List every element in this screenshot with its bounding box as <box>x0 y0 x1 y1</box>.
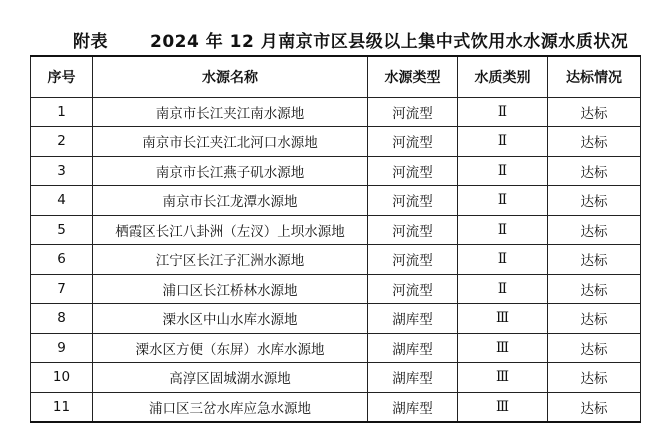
cell-seq: 7 <box>31 274 93 304</box>
cell-quality-grade: Ⅲ <box>458 392 548 422</box>
table-row <box>31 304 641 334</box>
table-row <box>31 274 641 304</box>
cell-seq: 3 <box>31 156 93 186</box>
cell-compliance-status: 达标 <box>548 304 641 334</box>
table-row <box>31 245 641 275</box>
cell-seq: 9 <box>31 333 93 363</box>
cell-seq: 4 <box>31 186 93 216</box>
cell-quality-grade: Ⅱ <box>458 186 548 216</box>
cell-source-type: 河流型 <box>368 245 458 275</box>
cell-source-type: 河流型 <box>368 215 458 245</box>
cell-quality-grade: Ⅱ <box>458 97 548 127</box>
cell-seq: 2 <box>31 127 93 157</box>
cell-compliance-status: 达标 <box>548 156 641 186</box>
header-grade: 水质类别 <box>458 56 548 97</box>
cell-quality-grade: Ⅱ <box>458 245 548 275</box>
cell-compliance-status: 达标 <box>548 245 641 275</box>
cell-seq: 11 <box>31 392 93 422</box>
cell-compliance-status: 达标 <box>548 392 641 422</box>
water-quality-table <box>30 55 641 423</box>
cell-source-name: 南京市长江夹江北河口水源地 <box>93 127 368 157</box>
cell-source-name: 江宁区长江子汇洲水源地 <box>93 245 368 275</box>
table-row <box>31 215 641 245</box>
cell-source-name: 溧水区中山水库水源地 <box>93 304 368 334</box>
cell-compliance-status: 达标 <box>548 363 641 393</box>
header-status: 达标情况 <box>548 56 641 97</box>
cell-source-type: 湖库型 <box>368 333 458 363</box>
cell-source-name: 南京市长江燕子矶水源地 <box>93 156 368 186</box>
cell-source-type: 河流型 <box>368 127 458 157</box>
cell-compliance-status: 达标 <box>548 97 641 127</box>
cell-quality-grade: Ⅱ <box>458 127 548 157</box>
cell-compliance-status: 达标 <box>548 274 641 304</box>
table-row <box>31 333 641 363</box>
cell-source-name: 浦口区三岔水库应急水源地 <box>93 392 368 422</box>
cell-quality-grade: Ⅲ <box>458 363 548 393</box>
cell-seq: 5 <box>31 215 93 245</box>
table-row <box>31 97 641 127</box>
cell-source-name: 南京市长江夹江南水源地 <box>93 97 368 127</box>
cell-source-name: 溧水区方便（东屏）水库水源地 <box>93 333 368 363</box>
cell-quality-grade: Ⅲ <box>458 333 548 363</box>
cell-source-type: 湖库型 <box>368 304 458 334</box>
cell-compliance-status: 达标 <box>548 333 641 363</box>
header-type: 水源类型 <box>368 56 458 97</box>
table-row <box>31 363 641 393</box>
cell-compliance-status: 达标 <box>548 215 641 245</box>
cell-source-name: 栖霞区长江八卦洲（左汊）上坝水源地 <box>93 215 368 245</box>
cell-quality-grade: Ⅱ <box>458 156 548 186</box>
cell-seq: 1 <box>31 97 93 127</box>
cell-seq: 8 <box>31 304 93 334</box>
cell-seq: 6 <box>31 245 93 275</box>
table-row <box>31 156 641 186</box>
cell-source-name: 南京市长江龙潭水源地 <box>93 186 368 216</box>
cell-compliance-status: 达标 <box>548 127 641 157</box>
table-header-row <box>31 56 641 97</box>
table-row <box>31 392 641 422</box>
cell-source-type: 河流型 <box>368 186 458 216</box>
cell-source-type: 河流型 <box>368 97 458 127</box>
header-name: 水源名称 <box>93 56 368 97</box>
cell-source-type: 河流型 <box>368 156 458 186</box>
cell-quality-grade: Ⅱ <box>458 274 548 304</box>
cell-compliance-status: 达标 <box>548 186 641 216</box>
cell-quality-grade: Ⅲ <box>458 304 548 334</box>
cell-source-type: 湖库型 <box>368 363 458 393</box>
cell-seq: 10 <box>31 363 93 393</box>
cell-source-type: 湖库型 <box>368 392 458 422</box>
cell-source-type: 河流型 <box>368 274 458 304</box>
table-body <box>31 97 641 422</box>
cell-quality-grade: Ⅱ <box>458 215 548 245</box>
document-title <box>0 24 666 50</box>
cell-source-name: 高淳区固城湖水源地 <box>93 363 368 393</box>
table-row <box>31 186 641 216</box>
title-text: 2024 年 12 月南京市区县级以上集中式饮用水水源水质状况 <box>150 32 629 52</box>
title-prefix: 附表 <box>73 32 108 52</box>
table-row <box>31 127 641 157</box>
cell-source-name: 浦口区长江桥林水源地 <box>93 274 368 304</box>
header-seq: 序号 <box>31 56 93 97</box>
